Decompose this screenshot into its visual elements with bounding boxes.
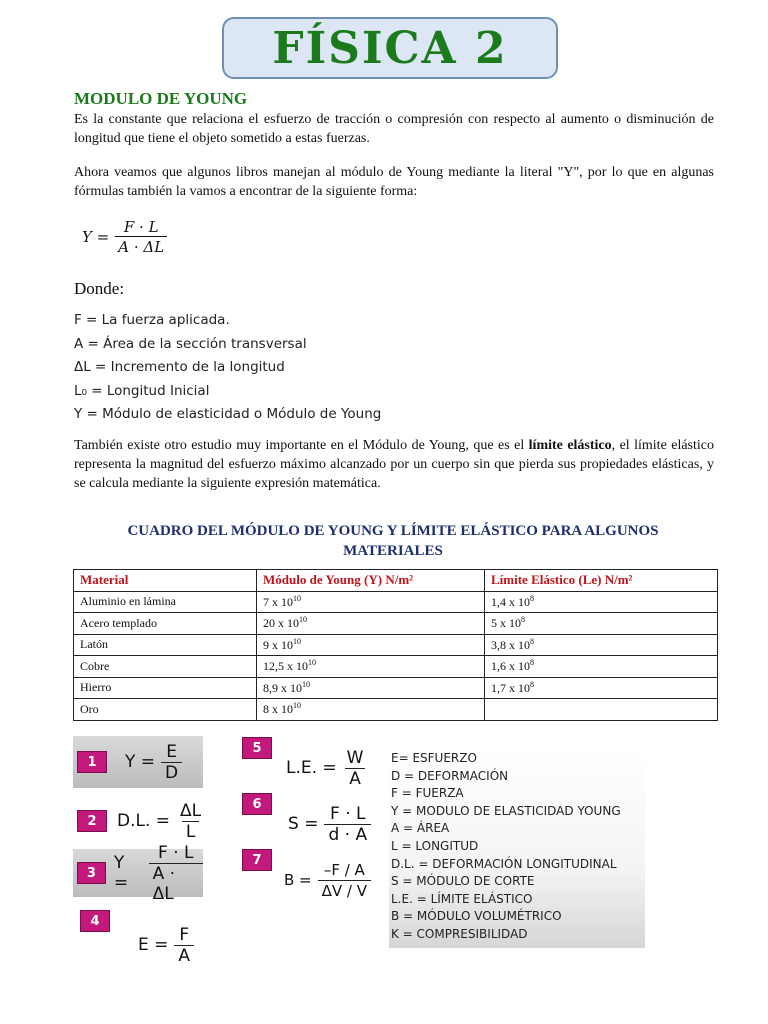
legend-item: D.L. = DEFORMACIÓN LONGITUDINAL	[391, 856, 617, 871]
legend-item: L = LONGITUD	[391, 838, 479, 853]
cell-limit	[485, 656, 718, 678]
formula-fraction	[149, 843, 203, 904]
cell-young	[257, 613, 485, 635]
paragraph-text: , el límite elástico representa la magnitud del esfuerzo máximo alcanzado por un cuerpo sin que pierda sus propiedades elásticas, y se calcula mediante la siguiente expresión matemática.	[74, 438, 714, 491]
header-material: Material	[74, 570, 257, 592]
cell-limit	[485, 634, 718, 656]
page-title: FÍSICA 2	[272, 22, 508, 74]
legend-item: A = ÁREA	[391, 821, 450, 836]
formula-6	[242, 793, 372, 845]
formula-numerator: W	[346, 747, 364, 768]
definition-item: ΔL = Incremento de la longitud	[74, 359, 285, 375]
legend-item: B = MÓDULO VOLUMÉTRICO	[391, 909, 562, 924]
cell-limit	[485, 677, 718, 699]
formula-denominator: A	[174, 945, 194, 966]
formula-number-badge: 1	[77, 751, 107, 773]
formula-denominator: ΔV / V	[318, 880, 371, 901]
cell-limit	[485, 699, 718, 721]
formula-numerator: F · L	[330, 803, 366, 824]
definition-item: A = Área de la sección transversal	[74, 335, 307, 352]
cell-value: 1,4 x 10	[491, 594, 530, 609]
formula-numerator: ΔL	[180, 800, 202, 821]
formula-2	[73, 795, 208, 847]
cell-value: 9 x 10	[263, 637, 293, 652]
formula-fraction	[115, 218, 167, 256]
cell-material: Latón	[74, 634, 257, 656]
formula-lhs: B =	[284, 871, 312, 889]
formula-fraction	[318, 860, 371, 901]
cell-young	[257, 634, 485, 656]
formula-fraction	[176, 801, 205, 842]
table-row	[74, 634, 718, 656]
formula-fraction	[161, 742, 182, 783]
cell-material: Cobre	[74, 656, 257, 678]
formula-expression	[138, 925, 194, 966]
donde-label: Donde:	[74, 279, 125, 298]
cell-value: 3,8 x 10	[491, 637, 530, 652]
formula-expression	[114, 843, 203, 904]
formula-lhs: D.L. =	[117, 811, 171, 831]
cell-exponent: 10	[293, 636, 301, 646]
legend-item: L.E. = LÍMITE ELÁSTICO	[391, 891, 533, 906]
symbols-legend	[389, 749, 645, 948]
legend-item: S = MÓDULO DE CORTE	[391, 874, 535, 889]
formula-lhs: Y =	[82, 228, 110, 246]
cell-exponent: 8	[530, 658, 534, 668]
formula-numerator: E	[166, 741, 177, 762]
formula-expression	[286, 748, 367, 789]
formula-denominator: A · ΔL	[115, 236, 167, 256]
young-formula	[82, 218, 167, 256]
paragraph-bold-term: límite elástico	[528, 438, 612, 453]
table-row	[74, 613, 718, 635]
cell-exponent: 10	[302, 679, 310, 689]
header-limit: Límite Elástico (Le) N/m²	[485, 570, 718, 592]
cell-exponent: 10	[308, 658, 316, 668]
cell-exponent: 8	[530, 593, 534, 603]
formula-expression	[117, 801, 205, 842]
formula-1	[73, 736, 203, 788]
legend-item: D = DEFORMACIÓN	[391, 768, 509, 783]
cell-material: Oro	[74, 699, 257, 721]
formula-expression	[284, 860, 371, 901]
formula-denominator: L	[182, 821, 199, 842]
paragraph-definition: Es la constante que relaciona el esfuerzo de tracción o compresión con respecto al aumento o disminución de longitud que tiene el objeto sometido a estas fuerzas.	[74, 112, 714, 146]
cell-value: 7 x 10	[263, 594, 293, 609]
table-row	[74, 591, 718, 613]
formula-5	[242, 737, 372, 789]
table-header-row	[74, 570, 718, 592]
formula-numerator: F · L	[158, 842, 194, 863]
legend-item: K = COMPRESIBILIDAD	[391, 926, 528, 941]
table-row	[74, 677, 718, 699]
formula-fraction	[324, 804, 371, 845]
table-row	[74, 656, 718, 678]
formula-expression	[125, 742, 182, 783]
cell-value: 12,5 x 10	[263, 659, 308, 674]
materials-table	[73, 569, 718, 721]
formula-expression	[288, 804, 371, 845]
legend-item: F = FUERZA	[391, 786, 464, 801]
formula-number-badge: 6	[242, 793, 272, 815]
cell-exponent: 10	[299, 615, 307, 625]
formula-fraction	[343, 748, 368, 789]
definition-item: Y = Módulo de elasticidad o Módulo de Young	[74, 406, 382, 422]
cell-value: 5 x 10	[491, 616, 521, 631]
cell-value: 8 x 10	[263, 702, 293, 717]
formula-number-badge: 4	[80, 910, 110, 932]
cell-material: Acero templado	[74, 613, 257, 635]
paragraph-literal-y: Ahora veamos que algunos libros manejan al módulo de Young mediante la literal "Y", por lo que en algunas fórmulas también la vamos a encontrar de la siguiente forma:	[74, 165, 714, 199]
cell-young	[257, 699, 485, 721]
definition-item: F = La fuerza aplicada.	[74, 312, 230, 328]
formula-denominator: A · ΔL	[149, 863, 203, 904]
cell-value: 20 x 10	[263, 616, 299, 631]
formula-7	[242, 849, 377, 901]
cell-material: Aluminio en lámina	[74, 591, 257, 613]
formula-numerator: –F / A	[323, 860, 365, 879]
paragraph-text: También existe otro estudio muy importante en el Módulo de Young, que es el	[74, 438, 529, 453]
formula-number-badge: 2	[77, 810, 107, 832]
formula-lhs: Y =	[113, 853, 129, 893]
table-row	[74, 699, 718, 721]
header-young: Módulo de Young (Y) N/m²	[257, 570, 485, 592]
formula-lhs: Y =	[125, 752, 156, 772]
cell-material: Hierro	[74, 677, 257, 699]
cell-value: 1,6 x 10	[491, 659, 530, 674]
page-title-box	[222, 17, 558, 79]
cell-young	[257, 591, 485, 613]
formula-lhs: S =	[288, 814, 319, 834]
formula-numerator: F · L	[123, 218, 159, 236]
legend-item: E= ESFUERZO	[391, 751, 477, 765]
formula-denominator: A	[345, 768, 365, 789]
section-heading: MODULO DE YOUNG	[74, 89, 248, 108]
legend-item: Y = MODULO DE ELASTICIDAD YOUNG	[391, 803, 621, 818]
cell-young	[257, 656, 485, 678]
cell-exponent: 8	[530, 636, 534, 646]
formula-numerator: F	[179, 924, 190, 945]
formula-number-badge: 5	[242, 737, 272, 759]
formula-4	[80, 910, 210, 968]
table-title: CUADRO DEL MÓDULO DE YOUNG Y LÍMITE ELÁSTICO PARA ALGUNOS MATERIALES	[127, 523, 659, 559]
paragraph-elastic-limit	[74, 436, 714, 493]
cell-young	[257, 677, 485, 699]
cell-value: 1,7 x 10	[491, 680, 530, 695]
formula-number-badge: 7	[242, 849, 272, 871]
formula-denominator: d · A	[324, 824, 371, 845]
formula-denominator: D	[161, 762, 182, 783]
cell-exponent: 10	[293, 701, 301, 711]
formula-fraction	[174, 925, 194, 966]
formula-lhs: L.E. =	[286, 758, 337, 778]
cell-exponent: 8	[530, 679, 534, 689]
cell-limit	[485, 591, 718, 613]
formula-lhs: E =	[138, 935, 169, 955]
cell-exponent: 8	[521, 615, 525, 625]
cell-exponent: 10	[293, 593, 301, 603]
cell-limit	[485, 613, 718, 635]
cell-value: 8,9 x 10	[263, 680, 302, 695]
formula-number-badge: 3	[77, 862, 106, 884]
formula-3	[73, 842, 203, 904]
definitions-list	[74, 309, 381, 427]
definition-item: L₀ = Longitud Inicial	[74, 382, 210, 399]
